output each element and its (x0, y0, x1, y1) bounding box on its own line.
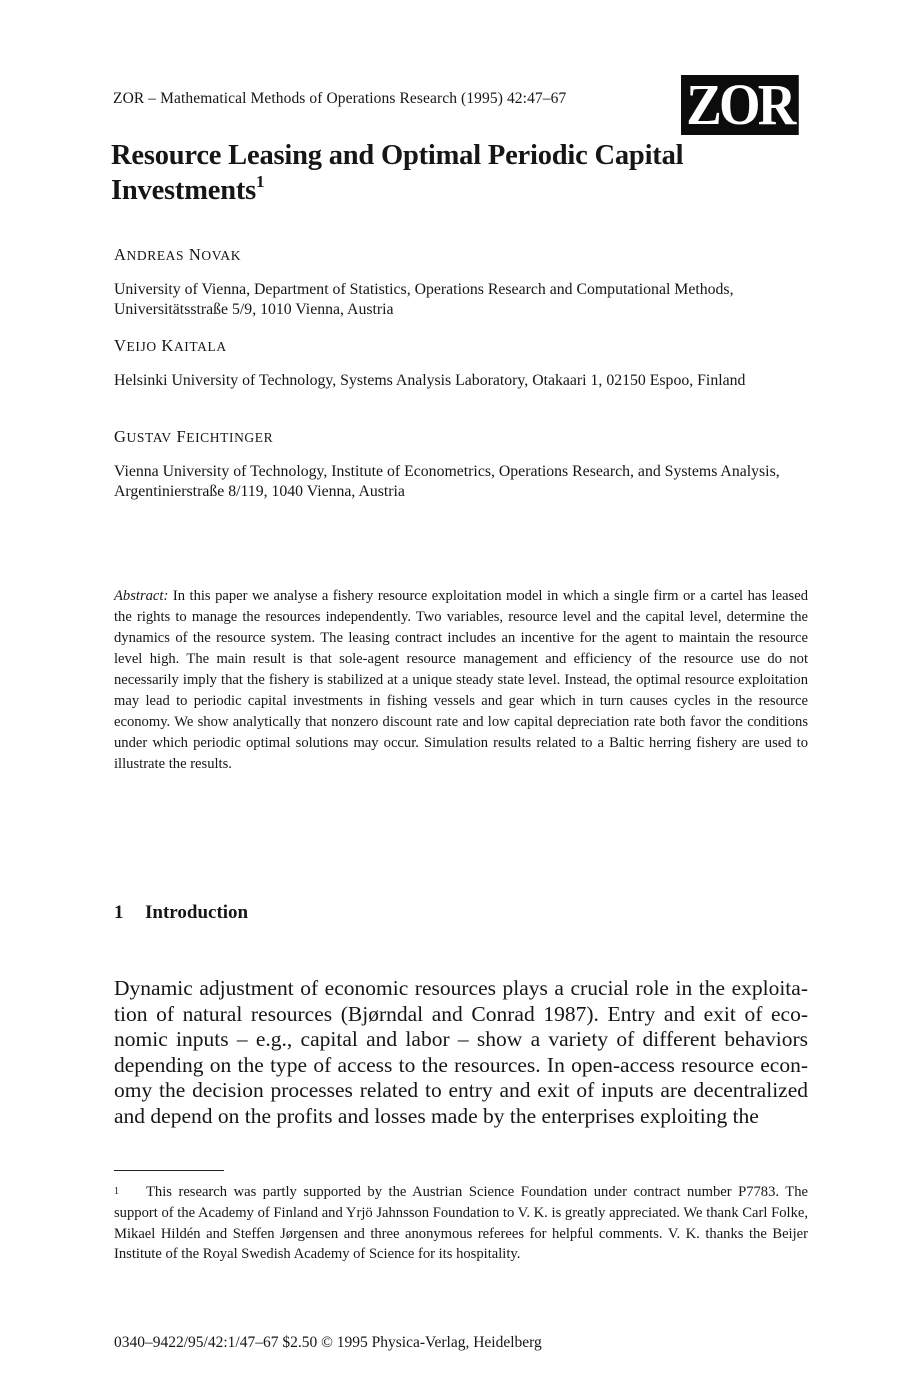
abstract (114, 586, 808, 775)
paper-title-text: Resource Leasing and Optimal Periodic Capital Investments (111, 140, 684, 206)
author-affiliation: Vienna University of Technology, Institute of Econometrics, Operations Research, and Systems Analysis, Argentinierstraße 8/119, 1040 Vienna, Austria (114, 463, 780, 500)
author-name: VEIJO KAITALA (114, 336, 227, 355)
abstract-text: In this paper we analyse a fishery resource exploitation model in which a single firm or a cartel has leased the rights to manage the resources independently. Two variables, resource level and the capital level, determine the dynamics of the resource system. The leasing contract includes an incentive for the agent to maintain the resource level high. The main result is that sole-agent resource management and efficiency of the resource use do not necessarily imply that the fishery is stabilized at a unique steady state level. Instead, the optimal resource exploitation may lead to periodic capital investments in fishing vessels and gear which in turn causes cycles in the resource economy. We show analytically that nonzero discount rate and low capital depreciation rate both favor the conditions under which periodic optimal solutions may occur. Simulation results related to a Baltic herring fishery are used to illustrate the results. (114, 588, 808, 772)
copyright-line: 0340–9422/95/42:1/47–67 $2.50 © 1995 Physica-Verlag, Heidelberg (114, 1334, 542, 1351)
abstract-label: Abstract: (114, 588, 169, 604)
title-footnote-mark: 1 (256, 171, 265, 191)
section-title: Introduction (145, 902, 249, 923)
footnote (114, 1182, 808, 1265)
section-body: Dynamic adjustment of economic resources plays a crucial role in the exploitation of natural resources (Bjørndal and Conrad 1987). Entry and exit of economic inputs – e.g., capital and labor – show a variety of different behaviors depending on the type of access to the resources. In open-access resource economy the decision processes related to entry and exit of inputs are decentralized and depend on the profits and losses made by the enterprises exploiting the (114, 976, 808, 1128)
author-name: GUSTAV FEICHTINGER (114, 427, 274, 446)
journal-logo: ZOR (681, 75, 799, 135)
paper-title (111, 138, 731, 208)
author-affiliation: University of Vienna, Department of Statistics, Operations Research and Computational Methods, Universitätsstraße 5/9, 1010 Vienna, Austria (114, 281, 734, 318)
section-number: 1 (114, 902, 124, 923)
footnote-mark: 1 (114, 1186, 119, 1197)
footnote-text: This research was partly supported by the Austrian Science Foundation under contract number P7783. The support of the Academy of Finland and Yrjö Jahnsson Foundation to V. K. is greatly appreciated. We thank Carl Folke, Mikael Hildén and Steffen Jørgensen and three anonymous referees for helpful comments. V. K. thanks the Beijer Institute of the Royal Swedish Academy of Science for its hospitality. (114, 1184, 808, 1263)
author-name: ANDREAS NOVAK (114, 245, 242, 264)
footnote-divider (114, 1170, 224, 1171)
journal-citation: ZOR – Mathematical Methods of Operations Research (1995) 42:47–67 (113, 90, 567, 107)
author-affiliation: Helsinki University of Technology, Systems Analysis Laboratory, Otakaari 1, 02150 Espoo, Finland (114, 372, 746, 389)
section-heading (114, 902, 248, 924)
